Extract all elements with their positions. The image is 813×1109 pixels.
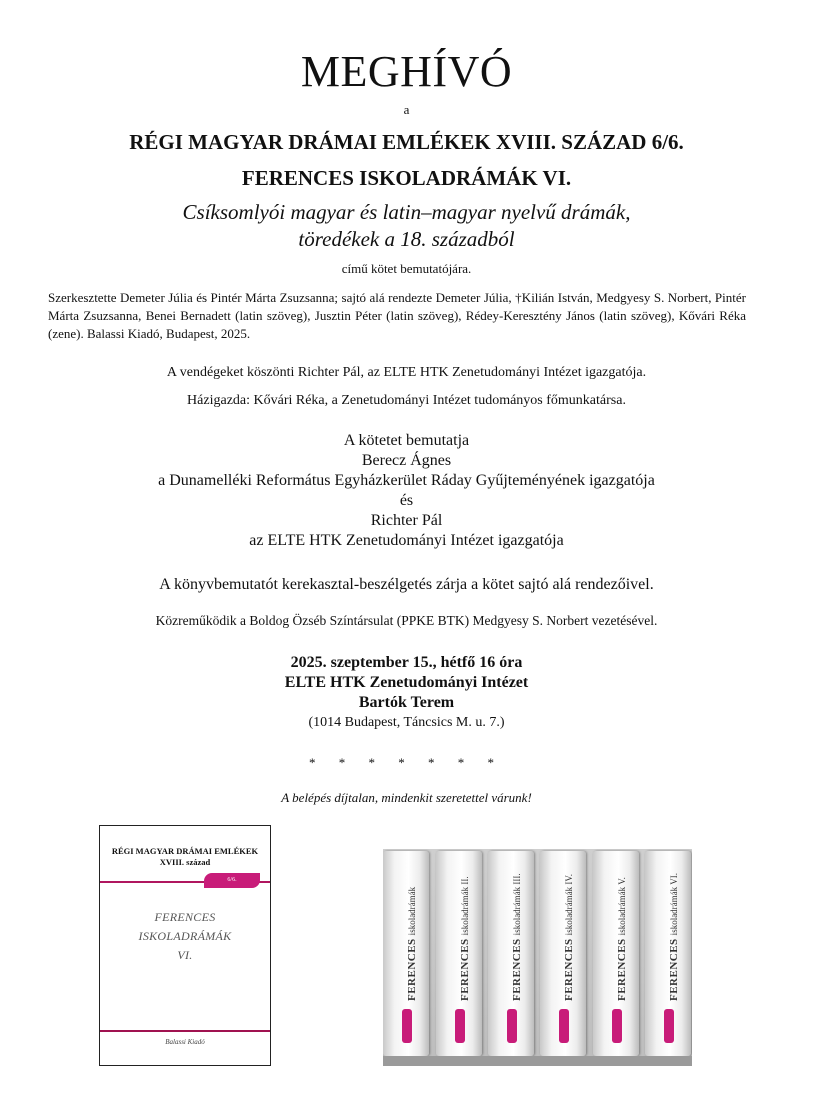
presenter-role: a Dunamelléki Református Egyházkerület Ráday Gyűjteményének igazgatója <box>158 472 655 489</box>
book-spine <box>540 851 586 1056</box>
book-subtitle-line1: Csíksomlyói magyar és latin–magyar nyelvű drámák, <box>182 200 631 224</box>
spine-suffix: iskoladrámák II. <box>460 876 470 936</box>
spine-tag <box>507 1009 517 1043</box>
spine-label <box>668 873 680 1001</box>
event-room: Bartók Terem <box>358 694 455 711</box>
cover-title-line: VI. <box>177 948 193 962</box>
host-text: Házigazda: Kővári Réka, a Zenetudományi Intézet tudományos főmunkatársa. <box>187 393 626 408</box>
book-spine <box>593 851 639 1056</box>
book-series-heading: RÉGI MAGYAR DRÁMAI EMLÉKEK XVIII. SZÁZAD 6/6. <box>129 130 684 154</box>
book-spine <box>436 851 482 1056</box>
event-date: 2025. szeptember 15., hétfő 16 óra <box>290 654 523 671</box>
cover-title <box>100 908 270 965</box>
spine-suffix: iskoladrámák <box>407 886 417 936</box>
spine-suffix: iskoladrámák VI. <box>669 872 679 936</box>
event-venue: ELTE HTK Zenetudományi Intézet <box>284 674 529 691</box>
cover-title-line: ISKOLADRÁMÁK <box>138 929 232 943</box>
cooperation-text: Közreműködik a Boldog Özséb Színtársulat (PPKE BTK) Medgyesy S. Norbert vezetésével. <box>155 613 658 628</box>
free-entry-text: A belépés díjtalan, mindenkit szeretettel várunk! <box>281 790 532 805</box>
spine-tag <box>559 1009 569 1043</box>
book-spine <box>383 851 429 1056</box>
article-text: a <box>403 102 410 117</box>
spine-label <box>511 873 523 1001</box>
cover-series-line: RÉGI MAGYAR DRÁMAI EMLÉKEK <box>111 846 259 856</box>
presenter-role: az ELTE HTK Zenetudományi Intézet igazgatója <box>249 532 564 549</box>
presenter-name: Berecz Ágnes <box>361 452 452 469</box>
spine-tag <box>664 1009 674 1043</box>
spine-label <box>563 874 575 1001</box>
occasion-text: című kötet bemutatójára. <box>341 261 472 276</box>
book-spine <box>488 851 534 1056</box>
book-spines-photo <box>383 849 692 1066</box>
presentation-line: A kötetet bemutatja <box>343 432 470 449</box>
spine-title: FERENCES <box>406 938 418 1001</box>
spine-suffix: iskoladrámák III. <box>512 873 522 936</box>
invitation-title: MEGHÍVÓ <box>300 47 513 96</box>
spine-label <box>406 887 418 1001</box>
spine-tag <box>402 1009 412 1043</box>
spine-tag <box>612 1009 622 1043</box>
spine-title: FERENCES <box>616 938 628 1001</box>
spine-title: FERENCES <box>563 938 575 1001</box>
presenter-name: Richter Pál <box>370 512 443 529</box>
spine-label <box>616 877 628 1001</box>
spine-title: FERENCES <box>459 938 471 1001</box>
presentation-block <box>0 431 813 551</box>
book-subtitle-line2: töredékek a 18. századból <box>298 227 515 251</box>
separator: * * * * * * * <box>309 755 504 770</box>
spine-title: FERENCES <box>511 938 523 1001</box>
credits-paragraph: Szerkesztette Demeter Júlia és Pintér Márta Zsuzsanna; sajtó alá rendezte Demeter Júlia, †Kilián István, Medgyesy S. Norbert, Pintér Márta Zsuzsanna, Benei Bernadett (latin szöveg), Jusztin Péter (latin szöveg), Rédey-Keresztény János (latin szöveg), Kővári Réka (zene). Balassi Kiadó, Budapest, 2025. <box>48 290 746 341</box>
cover-volume-tab: 6/6. <box>204 873 260 888</box>
event-details <box>0 653 813 733</box>
event-address: (1014 Budapest, Táncsics M. u. 7.) <box>308 715 505 730</box>
closing-text: A könyvbemutatót kerekasztal-beszélgetés zárja a kötet sajtó alá rendezőivel. <box>159 576 654 593</box>
spine-title: FERENCES <box>668 938 680 1001</box>
book-spine <box>645 851 691 1056</box>
cover-series <box>100 846 270 868</box>
spine-suffix: iskoladrámák IV. <box>564 873 574 936</box>
book-title-heading: FERENCES ISKOLADRÁMÁK VI. <box>241 166 572 190</box>
presentation-conjunction: és <box>399 492 414 509</box>
shelf-floor <box>383 1056 692 1066</box>
spine-suffix: iskoladrámák V. <box>617 877 627 936</box>
spine-tag <box>455 1009 465 1043</box>
cover-publisher: Balassi Kiadó <box>165 1038 205 1046</box>
cover-title-line: FERENCES <box>154 910 216 924</box>
cover-bottom-line <box>100 1030 270 1032</box>
book-cover-image <box>99 825 271 1066</box>
spine-label <box>459 876 471 1001</box>
welcome-text: A vendégeket köszönti Richter Pál, az ELTE HTK Zenetudományi Intézet igazgatója. <box>166 365 647 380</box>
cover-series-line: XVIII. század <box>159 857 211 867</box>
